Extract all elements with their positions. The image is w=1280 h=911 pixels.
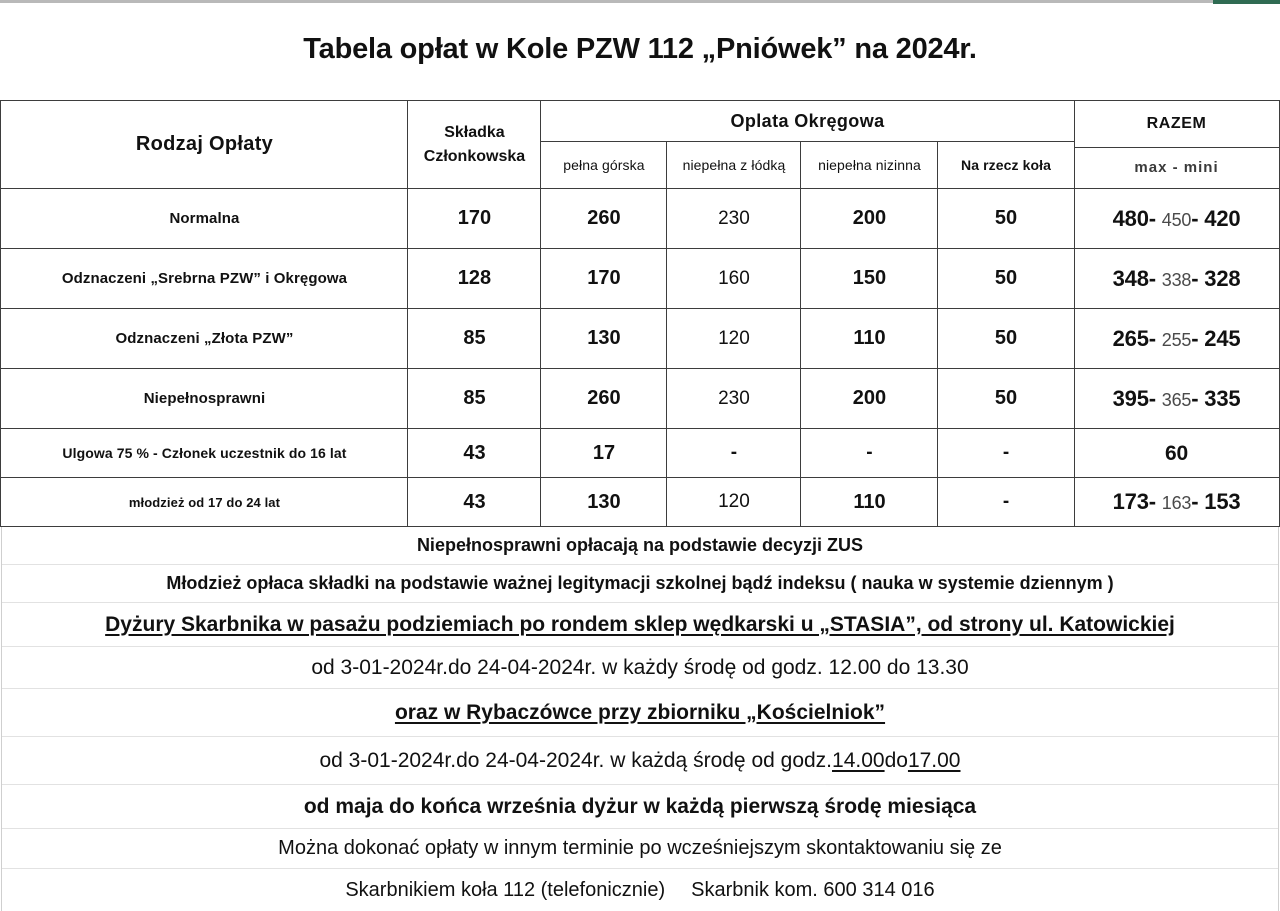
note-disabled-zus: Niepełnosprawni opłacają na podstawie decyzji ZUS [2, 527, 1278, 565]
note-second-location [2, 689, 1278, 737]
cell-partial-lowland: 110 [801, 309, 938, 369]
cell-fee-kind: Ulgowa 75 % - Członek uczestnik do 16 lat [1, 429, 408, 478]
column-header-membership-fee [408, 101, 541, 189]
total-min-value: 153 [1204, 489, 1241, 514]
cell-full-mountain: 260 [541, 369, 667, 429]
column-header-partial-boat: niepełna z łódką [667, 142, 801, 189]
fee-table-header [1, 101, 1279, 189]
cell-partial-boat: 230 [667, 369, 801, 429]
cell-partial-boat: - [667, 429, 801, 478]
total-min-value: 420 [1204, 205, 1241, 231]
total-min-value: 335 [1204, 385, 1241, 411]
note-alternative-payment: Można dokonać opłaty w innym terminie po wcześniejszym skontaktowaniu się ze [2, 829, 1278, 869]
cell-fee-kind: Niepełnosprawni [1, 369, 408, 429]
top-rule-green-segment [1213, 0, 1280, 4]
treasurer-duty-location-text: Dyżury Skarbnika w pasażu podziemiach po rondem sklep wędkarski u „STASIA”, od strony ul. Katowickiej [105, 612, 1175, 636]
fee-table [0, 100, 1279, 527]
second-location-text: oraz w Rybaczówce przy zbiorniku „Kościelniok” [394, 700, 886, 724]
cell-fee-kind: Odznaczeni „Srebrna PZW” i Okręgowa [1, 249, 408, 309]
total-mid-value: 365 [1161, 389, 1192, 410]
total-separator-1: - [1148, 265, 1162, 291]
column-header-district-fee-group: Oplata Okręgowa [541, 101, 1074, 142]
note-summer-schedule: od maja do końca września dyżur w każdą pierwszą środę miesiąca [2, 785, 1278, 829]
total-min-value: 245 [1204, 325, 1241, 351]
cell-for-club: - [938, 478, 1074, 527]
cell-membership-fee: 128 [408, 249, 541, 309]
cell-membership-fee: 170 [408, 189, 541, 249]
table-row [1, 369, 1279, 429]
total-separator-2: - [1191, 265, 1205, 291]
second-hours-start: 14.00 [832, 748, 885, 772]
total-separator-2: - [1191, 205, 1205, 231]
cell-partial-boat: 230 [667, 189, 801, 249]
cell-partial-lowland: 110 [801, 478, 938, 527]
cell-full-mountain: 17 [541, 429, 667, 478]
cell-membership-fee: 43 [408, 478, 541, 527]
cell-total [1074, 249, 1279, 309]
note-youth-documents: Młodzież opłaca składki na podstawie ważnej legitymacji szkolnej bądź indeksu ( nauka w systemie dziennym ) [2, 565, 1278, 603]
total-mid-value: 338 [1161, 269, 1192, 290]
note-treasurer-duty-hours: od 3-01-2024r.do 24-04-2024r. w każdy środę od godz. 12.00 do 13.30 [2, 647, 1278, 689]
table-row [1, 478, 1279, 527]
cell-for-club: 50 [938, 249, 1074, 309]
total-header-title: RAZEM [1075, 102, 1279, 148]
cell-membership-fee: 43 [408, 429, 541, 478]
cell-partial-lowland: 200 [801, 369, 938, 429]
column-header-total [1074, 101, 1279, 189]
cell-total [1074, 478, 1279, 527]
cell-partial-lowland: - [801, 429, 938, 478]
fee-table-body [1, 189, 1279, 527]
total-header-inner [1075, 102, 1279, 188]
total-mid-value: 163 [1161, 493, 1192, 513]
cell-full-mountain: 130 [541, 478, 667, 527]
note-treasurer-duty-location [2, 603, 1278, 647]
page-title: Tabela opłat w Kole PZW 112 „Pniówek” na 2024r. [303, 32, 977, 65]
cell-fee-kind: Odznaczeni „Złota PZW” [1, 309, 408, 369]
table-row [1, 429, 1279, 478]
column-header-fee-kind: Rodzaj Opłaty [1, 101, 408, 189]
cell-total [1074, 429, 1279, 478]
total-max-value: 480 [1112, 205, 1149, 231]
table-row [1, 249, 1279, 309]
total-single-value: 60 [1165, 442, 1188, 465]
cell-partial-boat: 160 [667, 249, 801, 309]
cell-full-mountain: 260 [541, 189, 667, 249]
column-header-for-club: Na rzecz koła [938, 142, 1074, 189]
cell-partial-lowland: 200 [801, 189, 938, 249]
total-max-value: 265 [1112, 325, 1149, 351]
notes-section [1, 527, 1279, 911]
document-page [0, 6, 1280, 901]
membership-fee-label-line2: Członkowska [423, 147, 526, 165]
membership-fee-label-line1: Składka [444, 124, 505, 142]
table-row [1, 309, 1279, 369]
note-second-location-hours [2, 737, 1278, 785]
cell-fee-kind: młodzież od 17 do 24 lat [1, 478, 408, 527]
total-separator-2: - [1191, 385, 1205, 411]
cell-for-club: 50 [938, 369, 1074, 429]
cell-partial-boat: 120 [667, 309, 801, 369]
cell-for-club: - [938, 429, 1074, 478]
cell-partial-boat: 120 [667, 478, 801, 527]
second-hours-middle: do [884, 748, 908, 772]
contact-treasurer-label: Skarbnikiem koła 112 (telefonicznie) [345, 878, 666, 901]
cell-total [1074, 369, 1279, 429]
cell-full-mountain: 130 [541, 309, 667, 369]
total-separator-1: - [1148, 489, 1162, 514]
column-header-full-mountain: pełna górska [541, 142, 667, 189]
cell-membership-fee: 85 [408, 309, 541, 369]
top-rule-gray-segment [0, 0, 1213, 3]
cell-partial-lowland: 150 [801, 249, 938, 309]
total-separator-2: - [1191, 325, 1205, 351]
table-row [1, 189, 1279, 249]
total-separator-1: - [1148, 205, 1162, 231]
total-mid-value: 255 [1161, 329, 1192, 350]
second-hours-prefix: od 3-01-2024r.do 24-04-2024r. w każdą środę od godz. [319, 748, 833, 772]
total-max-value: 395 [1112, 385, 1149, 411]
cell-fee-kind: Normalna [1, 189, 408, 249]
column-header-partial-lowland: niepełna nizinna [801, 142, 938, 189]
total-max-value: 173 [1112, 489, 1149, 514]
contact-phone: Skarbnik kom. 600 314 016 [691, 878, 935, 901]
total-header-subtitle: max - mini [1134, 159, 1219, 176]
total-separator-1: - [1148, 325, 1162, 351]
cell-for-club: 50 [938, 309, 1074, 369]
total-min-value: 328 [1204, 265, 1241, 291]
total-separator-1: - [1148, 385, 1162, 411]
note-contact [2, 869, 1278, 911]
table-header-row-1 [1, 101, 1279, 142]
total-max-value: 348 [1112, 265, 1149, 291]
total-mid-value: 450 [1161, 209, 1192, 230]
cell-total [1074, 309, 1279, 369]
second-hours-end: 17.00 [907, 748, 961, 772]
cell-for-club: 50 [938, 189, 1074, 249]
cell-total [1074, 189, 1279, 249]
cell-full-mountain: 170 [541, 249, 667, 309]
cell-membership-fee: 85 [408, 369, 541, 429]
total-separator-2: - [1191, 489, 1205, 514]
